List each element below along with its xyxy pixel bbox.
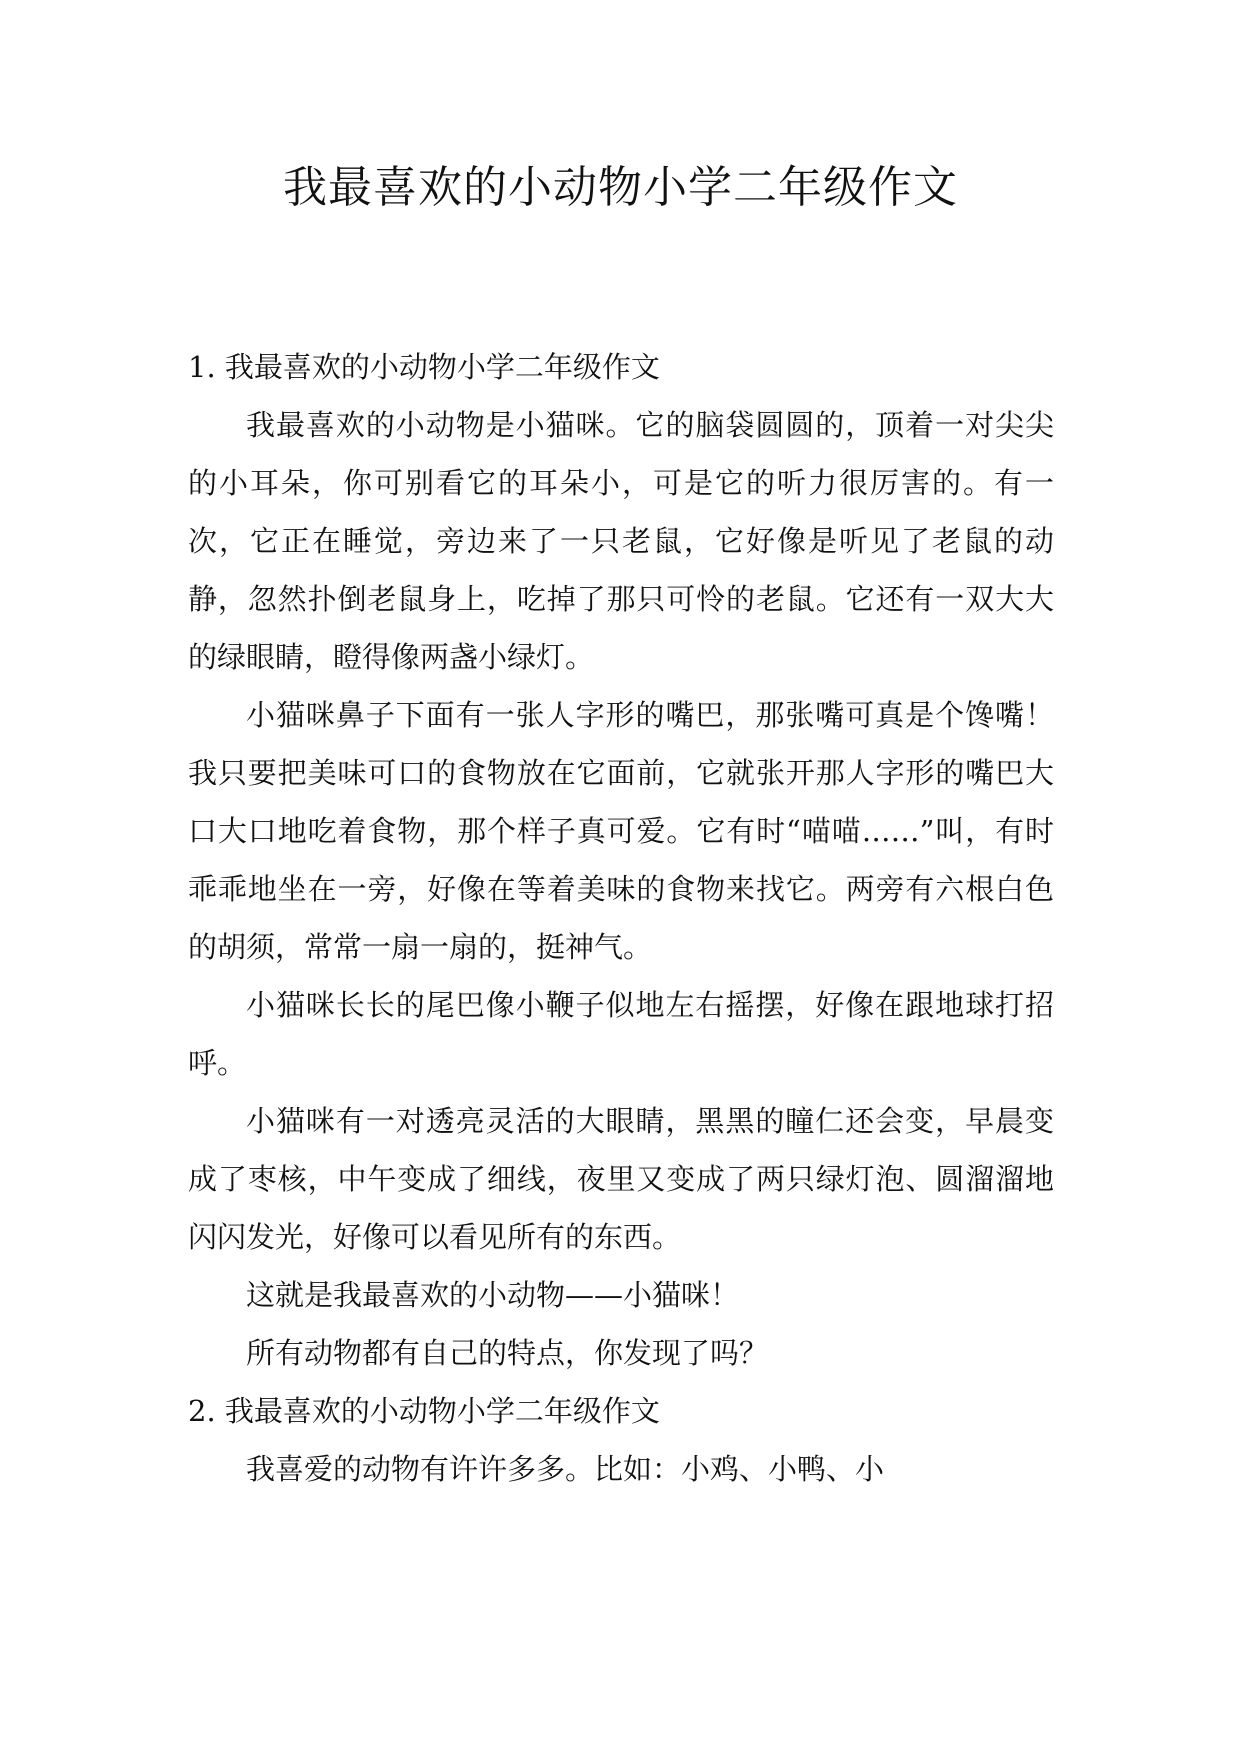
paragraph: 这就是我最喜欢的小动物——小猫咪！ (246, 1278, 740, 1312)
paragraph: 我最喜欢的小动物是小猫咪。它的脑袋圆圆的，顶着一对尖尖的小耳朵，你可别看它的耳朵小，可是它的听力很厉害的。有一次，它正在睡觉，旁边来了一只老鼠，它好像是听见了老鼠的动静，忽然扑倒老鼠身上，吃掉了那只可怜的老鼠。它还有一双大大的绿眼睛，瞪得像两盏小绿灯。 (188, 408, 1054, 674)
paragraph: 所有动物都有自己的特点，你发现了吗？ (246, 1336, 769, 1370)
section-heading-1: 1. 我最喜欢的小动物小学二年级作文 (188, 350, 660, 384)
document-title: 我最喜欢的小动物小学二年级作文 (283, 162, 958, 213)
paragraph: 小猫咪长长的尾巴像小鞭子似地左右摇摆，好像在跟地球打招呼。 (188, 988, 1054, 1080)
section-heading-2: 2. 我最喜欢的小动物小学二年级作文 (188, 1394, 660, 1428)
document-body (188, 338, 1054, 1498)
paragraph: 我喜爱的动物有许许多多。比如：小鸡、小鸭、小 (246, 1452, 885, 1486)
paragraph: 小猫咪鼻子下面有一张人字形的嘴巴，那张嘴可真是个馋嘴！我只要把美味可口的食物放在它面前，它就张开那人字形的嘴巴大口大口地吃着食物，那个样子真可爱。它有时“喵喵……”叫，有时乖乖地坐在一旁，好像在等着美味的食物来找它。两旁有六根白色的胡须，常常一扇一扇的，挺神气。 (188, 698, 1054, 964)
paragraph: 小猫咪有一对透亮灵活的大眼睛，黑黑的瞳仁还会变，早晨变成了枣核，中午变成了细线，夜里又变成了两只绿灯泡、圆溜溜地闪闪发光，好像可以看见所有的东西。 (188, 1104, 1054, 1254)
